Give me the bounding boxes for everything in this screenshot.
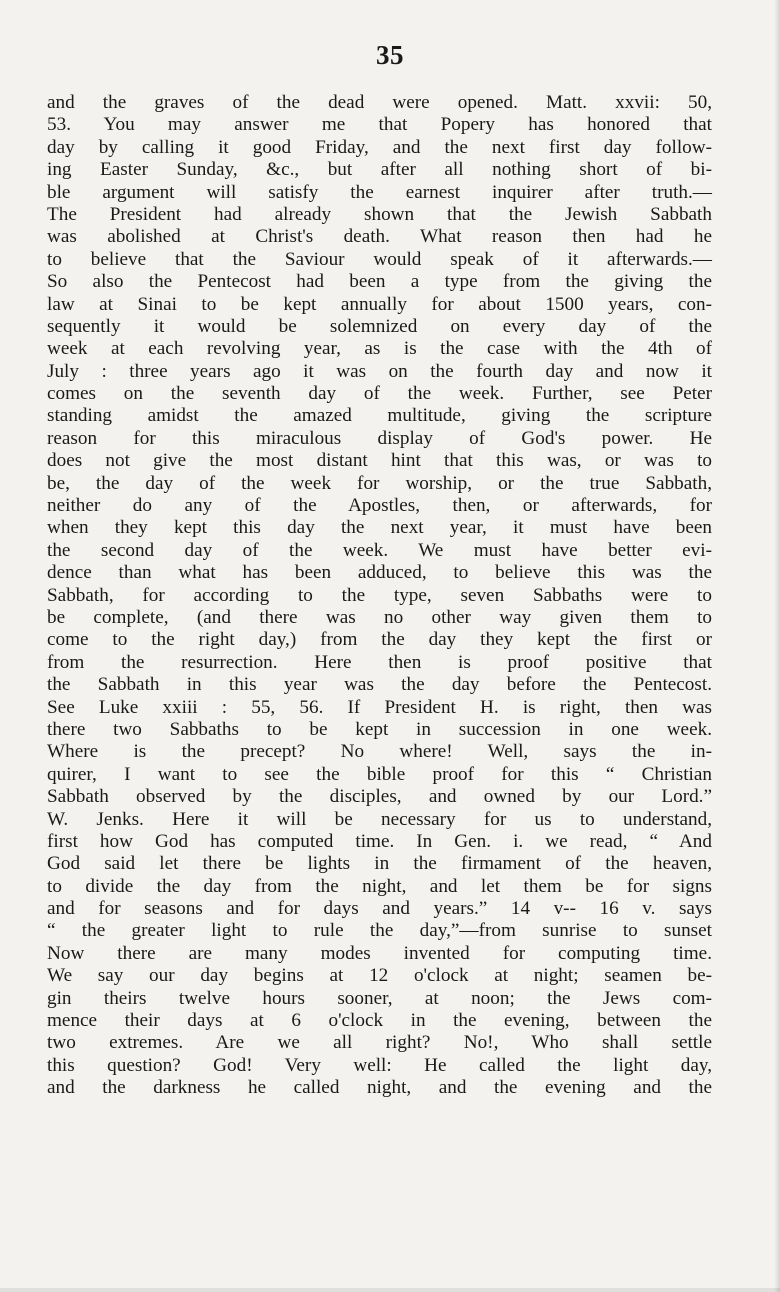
text-line: be complete, (and there was no other way given them to [47,606,712,628]
text-line: two extremes. Are we all right? No!, Who shall settle [47,1032,712,1054]
text-line: “ the greater light to rule the day,”—from sunrise to sunset [47,920,712,942]
text-line: does not give the most distant hint that this was, or was to [47,450,712,472]
text-line: first how God has computed time. In Gen. i. we read, “ And [47,830,712,852]
page-edge-shadow [774,0,780,1292]
text-line: the second day of the week. We must have better evi- [47,539,712,561]
text-line: reason for this miraculous display of God's power. He [47,427,712,449]
text-line: comes on the seventh day of the week. Further, see Peter [47,383,712,405]
text-line: God said let there be lights in the firmament of the heaven, [47,853,712,875]
body-text [47,92,712,1100]
text-line: was abolished at Christ's death. What reason then had he [47,226,712,248]
text-line: sequently it would be solemnized on every day of the [47,315,712,337]
text-line: law at Sinai to be kept annually for about 1500 years, con- [47,293,712,315]
text-line: ing Easter Sunday, &c., but after all nothing short of bi- [47,159,712,181]
text-line: and the graves of the dead were opened. Matt. xxvii: 50, [47,92,712,113]
text-line: So also the Pentecost had been a type from the giving the [47,271,712,293]
text-line: be, the day of the week for worship, or the true Sabbath, [47,472,712,494]
text-line: Sabbath observed by the disciples, and owned by our Lord.” [47,786,712,808]
text-line: this question? God! Very well: He called the light day, [47,1054,712,1076]
text-line: day by calling it good Friday, and the next first day follow- [47,136,712,158]
text-line: when they kept this day the next year, it must have been [47,517,712,539]
page-number: 35 [376,40,404,70]
text-line: mence their days at 6 o'clock in the evening, between the [47,1010,712,1032]
text-line: come to the right day,) from the day they kept the first or [47,629,712,651]
text-line: and for seasons and for days and years.” 14 v-- 16 v. says [47,898,712,920]
text-line: there two Sabbaths to be kept in succession in one week. [47,718,712,740]
text-line: gin theirs twelve hours sooner, at noon; the Jews com- [47,987,712,1009]
text-line: Where is the precept? No where! Well, says the in- [47,741,712,763]
page-bottom-shadow [0,1288,780,1292]
text-line: We say our day begins at 12 o'clock at night; seamen be- [47,965,712,987]
text-line: The President had already shown that the Jewish Sabbath [47,203,712,225]
text-line: 53. You may answer me that Popery has honored that [47,114,712,136]
text-line: quirer, I want to see the bible proof for this “ Christian [47,763,712,785]
text-line: neither do any of the Apostles, then, or afterwards, for [47,495,712,517]
text-line: the Sabbath in this year was the day before the Pentecost. [47,674,712,696]
text-line: to believe that the Saviour would speak of it afterwards.— [47,248,712,270]
text-line: and the darkness he called night, and the evening and the [47,1077,712,1099]
text-line: Sabbath, for according to the type, seven Sabbaths were to [47,584,712,606]
text-line: week at each revolving year, as is the case with the 4th of [47,338,712,360]
text-line: See Luke xxiii : 55, 56. If President H. is right, then was [47,696,712,718]
text-line: Now there are many modes invented for computing time. [47,942,712,964]
text-line: July : three years ago it was on the fourth day and now it [47,360,712,382]
text-line: to divide the day from the night, and let them be for signs [47,875,712,897]
text-line: from the resurrection. Here then is proof positive that [47,651,712,673]
text-line: W. Jenks. Here it will be necessary for us to understand, [47,808,712,830]
text-line: ble argument will satisfy the earnest inquirer after truth.— [47,181,712,203]
text-line: dence than what has been adduced, to believe this was the [47,562,712,584]
text-line: standing amidst the amazed multitude, giving the scripture [47,405,712,427]
